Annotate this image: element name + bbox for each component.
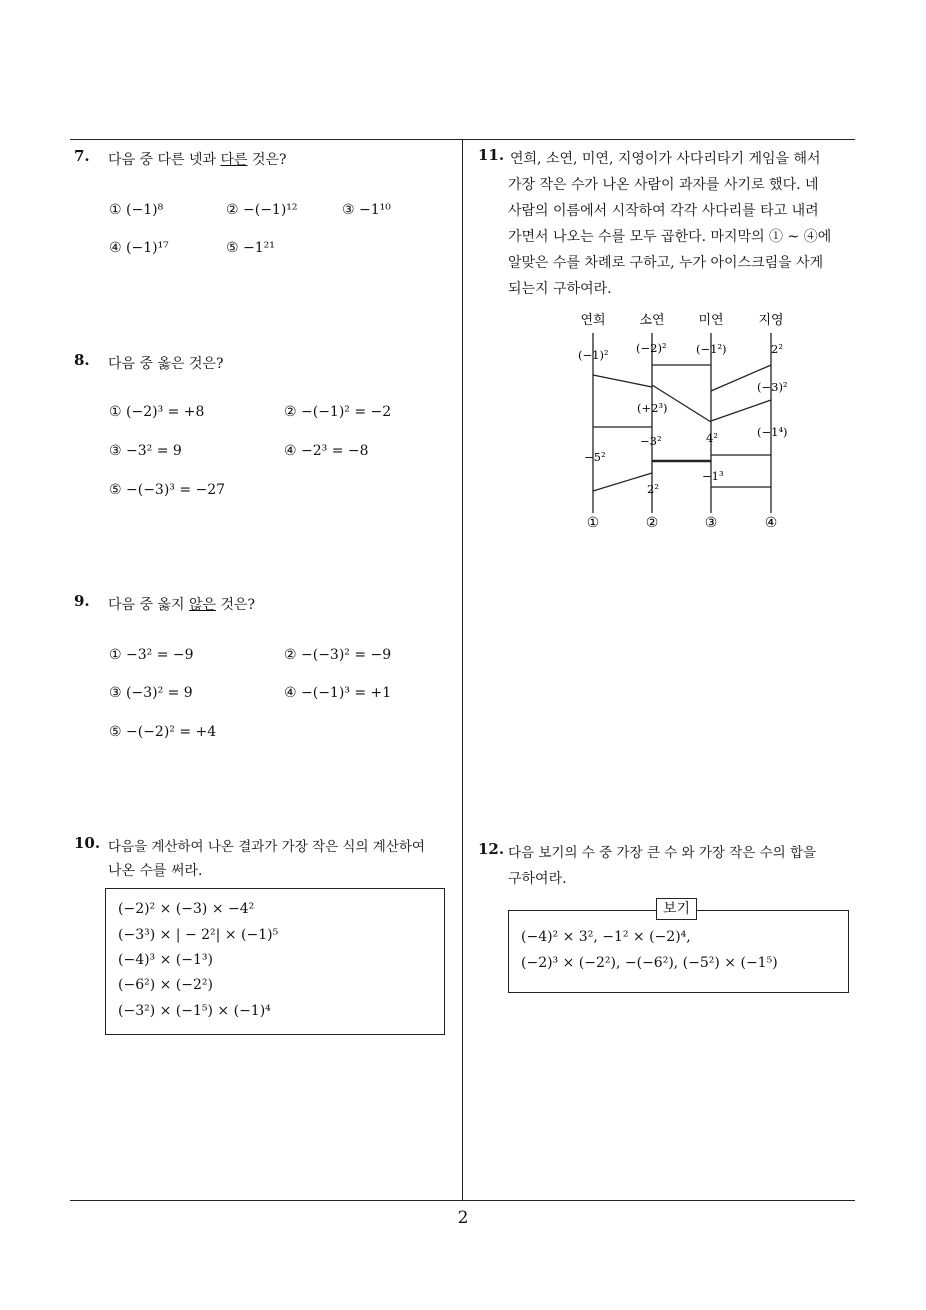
question-text-line-6: 되는지 구하여라. — [508, 281, 612, 297]
bogi-label: 보기 — [656, 898, 697, 920]
question-text: 다음 중 옳지 않은 것은? — [108, 597, 256, 613]
expression-line: (−2)² × (−3) × −4² — [118, 901, 255, 917]
ladder-result: ④ — [764, 515, 778, 531]
ladder-name: 지영 — [758, 313, 784, 328]
expression-line: (−3²) × (−1⁵) × (−1)⁴ — [118, 1003, 271, 1019]
question-text: 다음 중 다른 넷과 다른 것은? — [108, 152, 287, 168]
ladder-result: ③ — [704, 515, 718, 531]
question-text-line-2: 구하여라. — [508, 871, 567, 887]
option-4[interactable]: ④ −(−1)³ = +1 — [284, 685, 392, 701]
question-text-line-1: 다음 보기의 수 중 가장 큰 수 와 가장 작은 수의 합을 — [508, 845, 817, 861]
ladder-label: (−1)² — [578, 348, 609, 362]
question-9 — [74, 592, 454, 752]
bogi-line: (−2)³ × (−2²), −(−6²), (−5²) × (−1⁵) — [521, 955, 778, 971]
option-1[interactable]: ① −3² = −9 — [109, 647, 194, 663]
bogi-box — [508, 910, 849, 993]
expression-line: (−4)³ × (−1³) — [118, 952, 213, 968]
question-text-line-1: 연희, 소연, 미연, 지영이가 사다리타기 게임을 해서 — [510, 151, 821, 167]
option-2[interactable]: ② −(−1)² = −2 — [284, 404, 392, 420]
option-4[interactable]: ④ −2³ = −8 — [284, 443, 369, 459]
ladder-name: 미연 — [698, 313, 724, 328]
ladder-result: ② — [645, 515, 659, 531]
option-1[interactable]: ① (−1)⁸ — [109, 202, 164, 218]
option-5[interactable]: ⑤ −1²¹ — [226, 240, 275, 256]
ladder-label: 2² — [647, 482, 659, 496]
expression-line: (−3³) × | − 2²| × (−1)⁵ — [118, 927, 279, 943]
option-3[interactable]: ③ (−3)² = 9 — [109, 685, 193, 701]
option-2[interactable]: ② −(−3)² = −9 — [284, 647, 392, 663]
ladder-name: 연희 — [580, 313, 606, 328]
question-number: 7. — [74, 147, 90, 165]
option-1[interactable]: ① (−2)³ = +8 — [109, 404, 205, 420]
ladder-label: (−1⁴) — [757, 425, 788, 439]
question-text-line-3: 사람의 이름에서 시작하여 각각 사다리를 타고 내려 — [508, 203, 819, 219]
question-text-line-5: 알맞은 수를 차례로 구하고, 누가 아이스크림을 사게 — [508, 255, 824, 271]
ladder-label: −3² — [640, 434, 662, 448]
ladder-label: (−1²) — [696, 342, 727, 356]
question-number: 10. — [74, 834, 101, 852]
expression-line: (−6²) × (−2²) — [118, 977, 213, 993]
ladder-result: ① — [586, 515, 600, 531]
expression-box — [105, 888, 445, 1035]
option-4[interactable]: ④ (−1)¹⁷ — [109, 240, 169, 256]
question-number: 8. — [74, 351, 90, 369]
question-7 — [74, 147, 454, 277]
option-3[interactable]: ③ −1¹⁰ — [342, 202, 391, 218]
question-text: 다음 중 옳은 것은? — [108, 356, 224, 372]
question-8 — [74, 351, 454, 511]
ladder-label: (−2)² — [636, 341, 667, 355]
page-number: 2 — [457, 1208, 469, 1228]
ladder-label: −5² — [584, 450, 606, 464]
question-number: 9. — [74, 592, 90, 610]
option-3[interactable]: ③ −3² = 9 — [109, 443, 182, 459]
question-12 — [478, 840, 863, 1000]
question-number: 12. — [478, 840, 505, 858]
question-text-line-4: 가면서 나오는 수를 모두 곱한다. 마지막의 ① ~ ④에 — [508, 229, 832, 245]
question-10 — [74, 834, 459, 1039]
ladder-label: (−3)² — [757, 380, 788, 394]
column-divider — [462, 139, 463, 1200]
ladder-name: 소연 — [639, 313, 665, 328]
ladder-label: −1³ — [702, 469, 724, 483]
question-11 — [478, 146, 863, 306]
option-5[interactable]: ⑤ −(−2)² = +4 — [109, 724, 217, 740]
option-5[interactable]: ⑤ −(−3)³ = −27 — [109, 482, 226, 498]
question-text-line-2: 나온 수를 써라. — [108, 863, 203, 879]
question-text-line-2: 가장 작은 수가 나온 사람이 과자를 사기로 했다. 네 — [508, 177, 819, 193]
question-text-line-1: 다음을 계산하여 나온 결과가 가장 작은 식의 계산하여 — [108, 839, 425, 855]
ladder-diagram — [560, 305, 800, 535]
ladder-label: 4² — [706, 431, 718, 445]
question-number: 11. — [478, 146, 505, 164]
ladder-label: 2² — [771, 342, 783, 356]
bottom-rule — [70, 1200, 855, 1201]
bogi-line: (−4)² × 3², −1² × (−2)⁴, — [521, 929, 691, 945]
option-2[interactable]: ② −(−1)¹² — [226, 202, 298, 218]
ladder-label: (+2³) — [637, 401, 668, 415]
